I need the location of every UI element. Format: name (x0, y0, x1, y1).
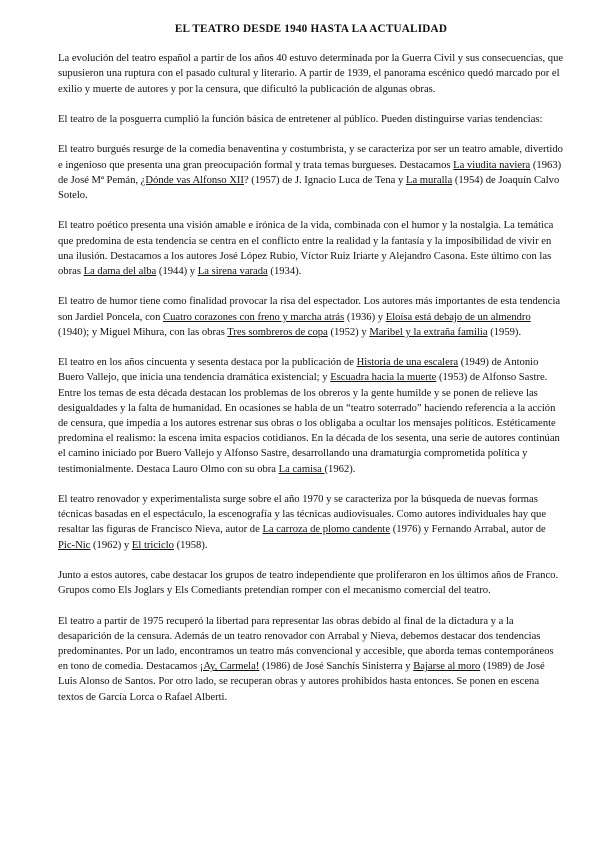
paragraph-text: (1958). (173, 539, 208, 551)
paragraph (58, 51, 564, 97)
work-title: La carroza de plomo candente (262, 524, 391, 536)
work-title: La sirena varada (197, 266, 268, 277)
work-title: Bajarse al moro (413, 661, 481, 673)
paragraph-text: ? (1957) de J. Ignacio Luca de Tena y (243, 174, 406, 186)
paragraph-text: (1986) de José Sanchís Sinisterra y (259, 661, 414, 673)
paragraph-text: El teatro a partir de 1975 recuperó la libertad para representar las obras debido al final de la dictadura y a la desaparición de la censura. Además de un teatro renovador con Arrabal y Nieva, debemos destacar dos tendencias predominantes. Por un lado, encontramos un teatro más convencional y accesible, que aborda temas contemporáneos en tono de comedia. Destacamos (58, 615, 554, 673)
work-title: Eloísa está debajo de un almendro (385, 311, 531, 323)
paragraph-text: (1949) de Antonio Buero Vallejo, que inicia una tendencia dramática existencial; y (58, 357, 539, 384)
paragraph-text: (1936) y (344, 311, 386, 323)
work-title: ¡Ay, Carmela! (199, 661, 260, 673)
work-title: La viudita naviera (453, 159, 531, 171)
work-title: La dama del alba (83, 266, 157, 277)
paragraph (58, 568, 564, 598)
paragraph-text: (1959). (487, 326, 522, 338)
paragraph-text: (1953) de Alfonso Sastre. Entre los temas de esta década destacan los problemas de los obreros y la gente humilde y se ponen de relieve las desigualdades y la falta de humanidad. En ocasiones se habla de un “teatro soterrado” haciendo referencia a la acción de censura, que impedía a los autores estrenar sus obras o los obligaba a ocultar los mensajes políticos. Estéticamente predomina el realismo: la escena imita espacios cotidianos. En la década de los sesenta, una serie de autores continúan el camino iniciado por Buero Vallejo y Alfonso Sastre, desarrollando una dramaturgia comprometida política y testimonialmente. Destaca Lauro Olmo con su obra (58, 372, 560, 475)
paragraph (58, 142, 564, 203)
paragraph-text: (1963) de José Mª Pemán, (58, 159, 562, 186)
work-title: Historia de una escalera (356, 357, 459, 369)
work-title: ¿Dónde vas Alfonso XII (140, 174, 244, 186)
work-title: Cuatro corazones con freno y marcha atrás (163, 311, 345, 323)
paragraph-text: (1962) y (90, 539, 132, 551)
paragraph-text: (1944) y (156, 266, 198, 277)
paragraph-text: (1952) y (327, 326, 370, 338)
paragraph-text: El teatro renovador y experimentalista surge sobre el año 1970 y se caracteriza por la búsqueda de nuevas formas técnicas basadas en el espectáculo, la escenografía y las técnicas audiovisuales. Como autores individuales hay que resaltar las figuras de Francisco Nieva, autor de (58, 494, 547, 536)
paragraph-text: El teatro de la posguerra cumplió la función básica de entretener al público. Pueden distinguirse varias tendencias: (58, 114, 543, 125)
work-title: La muralla (405, 174, 453, 186)
paragraph-text: (1976) y Fernando Arrabal, autor de (390, 524, 546, 536)
paragraph (58, 492, 564, 553)
paragraph (58, 218, 564, 279)
paragraph-text: El teatro poético presenta una visión amable e irónica de la vida, combinada con el humor y la nostalgia. La temática que predomina de esta tendencia se centra en el conflicto entre la realidad y la fantasía y la imposibilidad de vivir en una ilusión. Destacamos a los autores José López Rubio, Víctor Ruiz Iriarte y Alejandro Casona. Este último con las obras (58, 220, 554, 277)
paragraph-text: (1962). (324, 463, 356, 475)
work-title: La camisa (278, 463, 325, 475)
work-title: Pic-Nic (58, 539, 91, 551)
paragraph-text: Junto a estos autores, cabe destacar los grupos de teatro independiente que proliferaron en los últimos años de Franco. Grupos como Els Joglars y Els Comediants pretendían romper con el mecanismo comercial del teatro. (58, 570, 559, 597)
paragraph (58, 614, 564, 705)
document-title: EL TEATRO DESDE 1940 HASTA LA ACTUALIDAD (174, 23, 448, 35)
paragraph-text: El teatro de humor tiene como finalidad provocar la risa del espectador. Los autores más importantes de esta tendencia son Jardiel Poncela, con (58, 296, 561, 323)
paragraph (58, 112, 564, 127)
paragraph (58, 355, 564, 477)
paragraph-text: (1989) de José Luis Alonso de Santos. Por otro lado, se recuperan obras y autores prohibidos hasta entonces. Se ponen en escena textos de García Lorca o Rafael Alberti. (58, 661, 545, 703)
paragraph-text: La evolución del teatro español a partir de los años 40 estuvo determinada por la Guerra Civil y sus consecuencias, que supusieron una ruptura con el pasado cultural y literario. A partir de 1939, el panorama escénico quedó marcado por el exilio y muerte de autores y por la censura, que dificultó la publicación de algunas obras. (58, 53, 564, 95)
work-title: Escuadra hacia la muerte (330, 372, 437, 384)
document-body (58, 51, 564, 705)
paragraph-text: (1954) de Joaquín Calvo Sotelo. (58, 174, 560, 201)
work-title: Maribel y la extraña familia (369, 326, 488, 338)
paragraph-text: (1940); y Miguel Mihura, con las obras (58, 326, 228, 338)
paragraph-text: (1934). (267, 266, 302, 277)
paragraph-text: El teatro en los años cincuenta y sesenta destaca por la publicación de (58, 357, 357, 369)
paragraph (58, 294, 564, 340)
work-title: El triciclo (131, 539, 174, 551)
work-title: Tres sombreros de copa (227, 326, 328, 338)
paragraph-text: El teatro burgués resurge de la comedia benaventina y costumbrista, y se caracteriza por ser un teatro amable, divertido e ingenioso que presenta una gran preocupación formal y trata temas burgueses. Destacamos (58, 144, 563, 171)
